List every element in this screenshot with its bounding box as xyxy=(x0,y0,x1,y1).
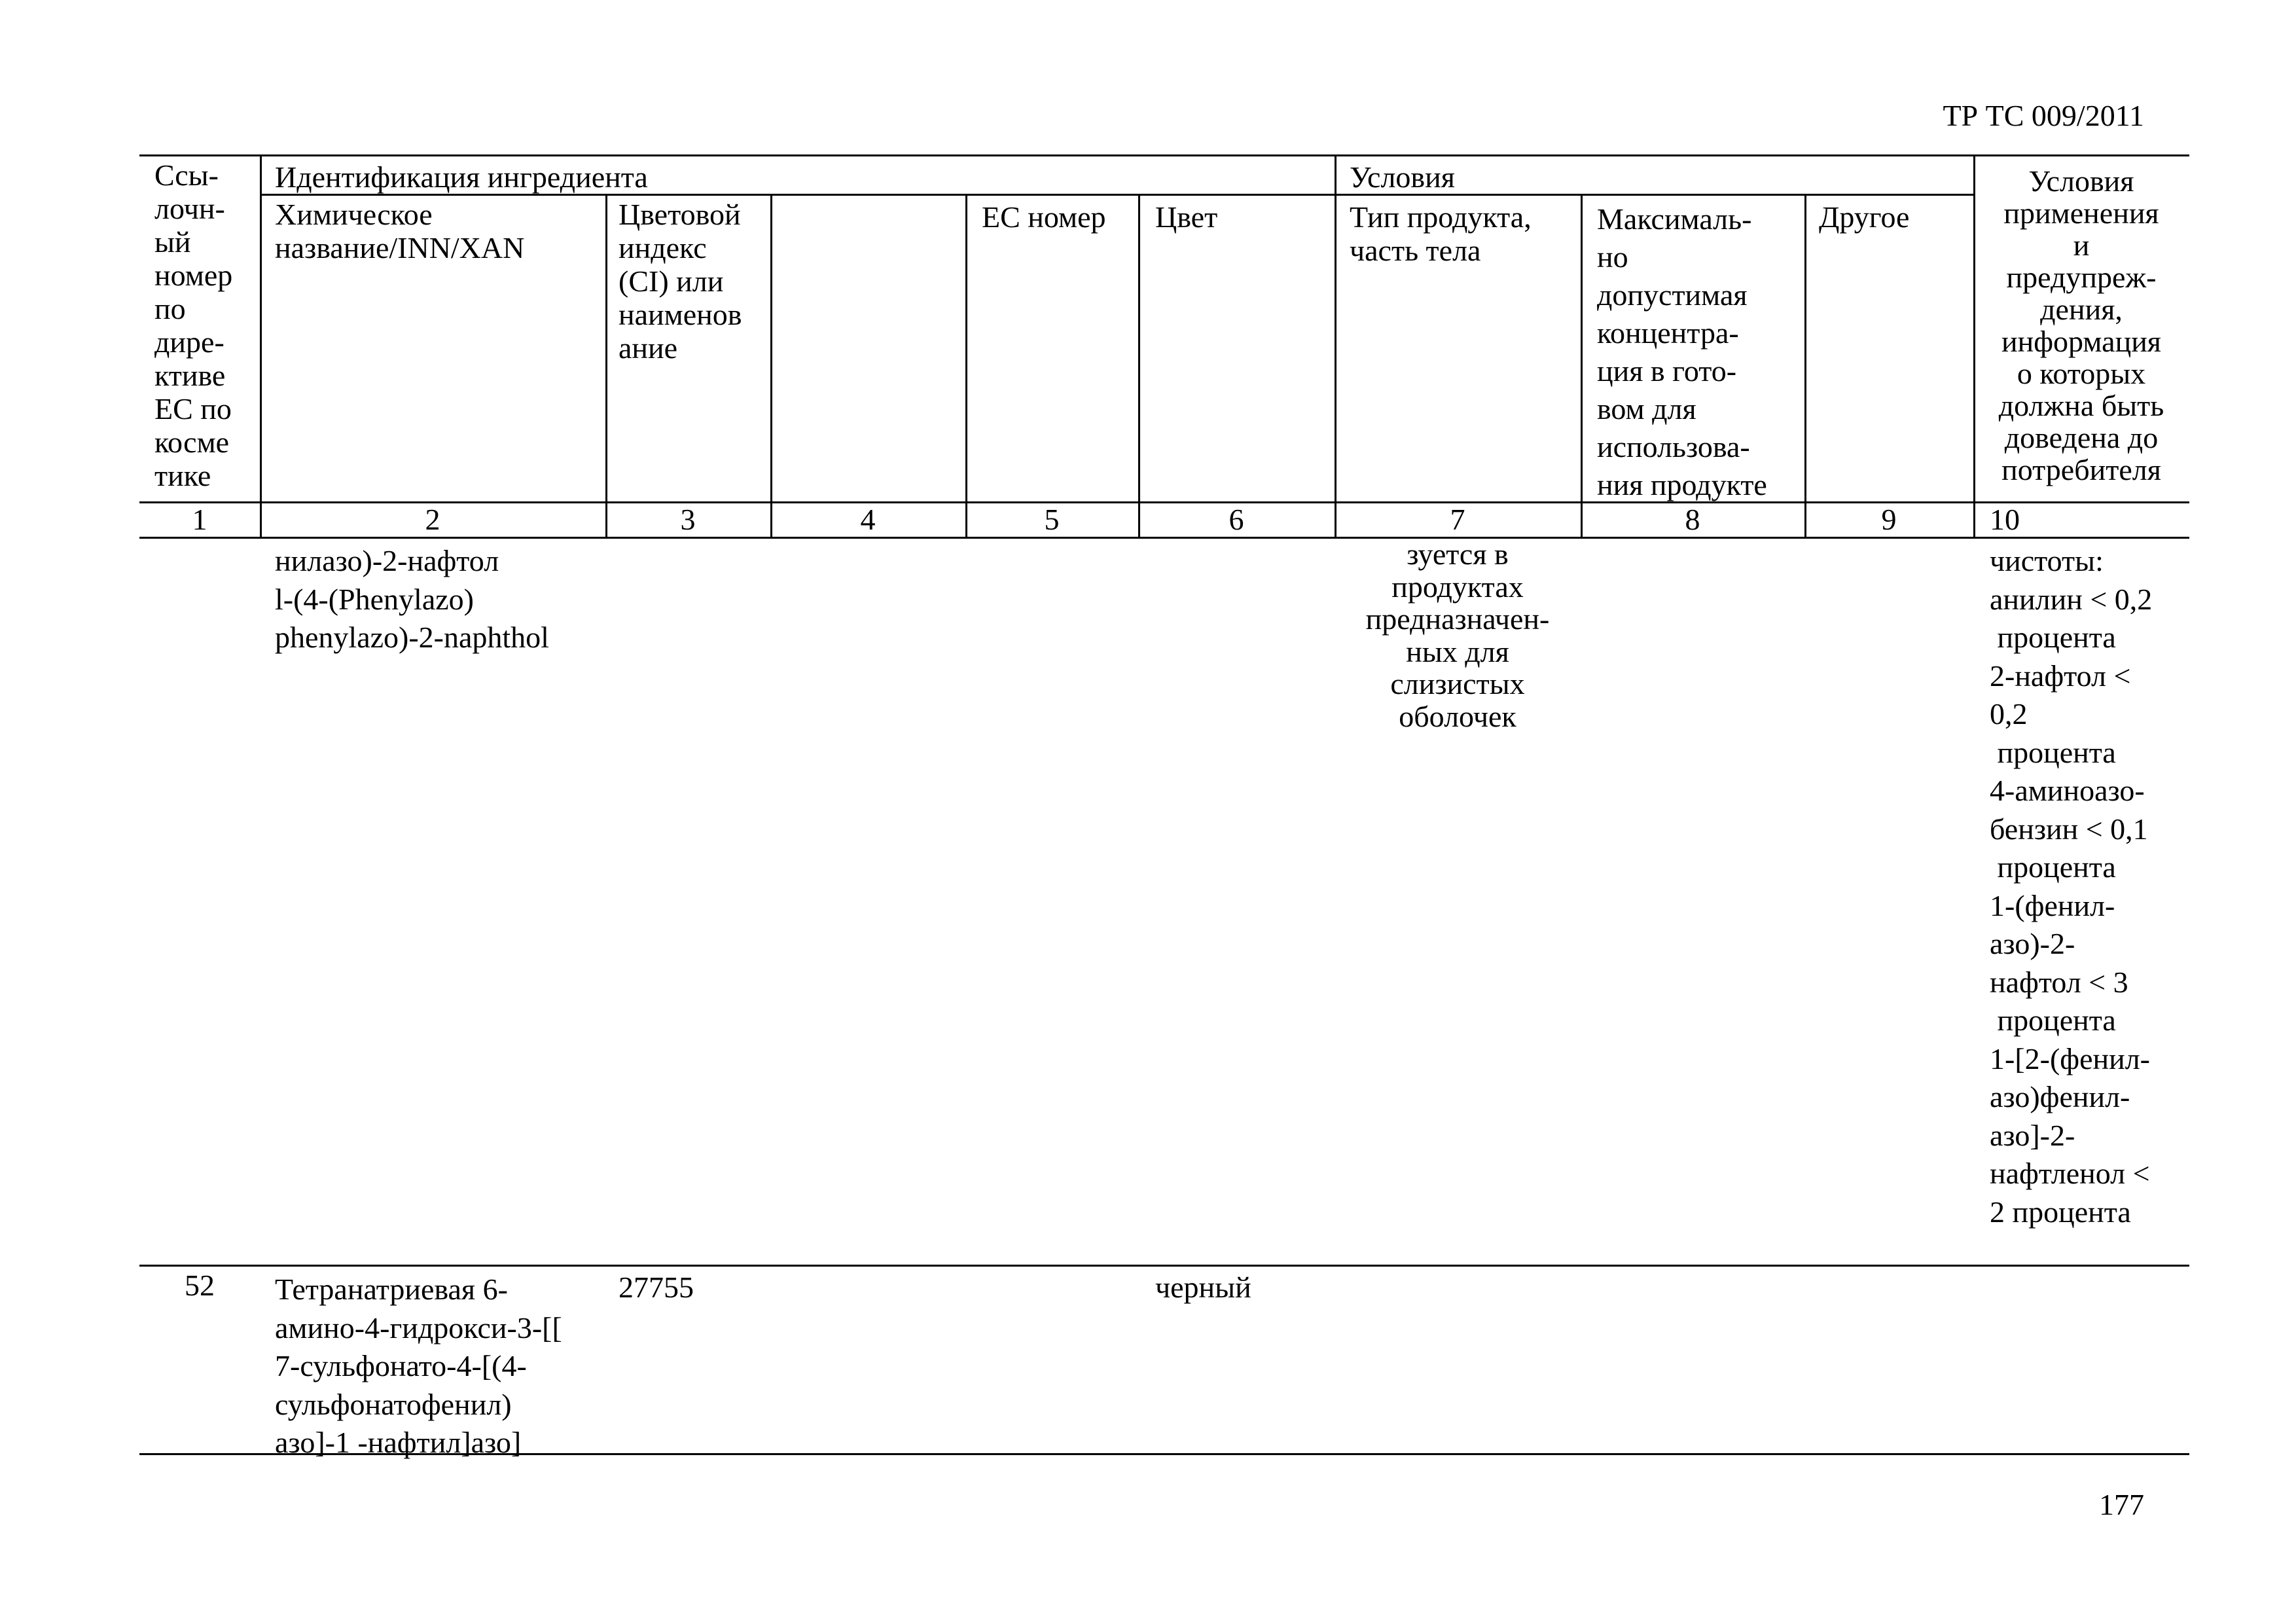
column-numbers-bottom-border xyxy=(139,537,2189,539)
column-divider-1 xyxy=(260,154,262,537)
column-divider-5 xyxy=(1138,194,1140,537)
row2-color-index: 27755 xyxy=(619,1271,694,1304)
column-divider-3 xyxy=(770,194,772,537)
header-color-index: Цветовой индекс (CI) или наименов ание xyxy=(619,198,742,365)
column-number-2: 2 xyxy=(425,503,440,536)
column-number-3: 3 xyxy=(680,503,696,536)
row2-chemical-name: Тетранатриевая 6- амино-4-гидрокси-3-[[ 7-сульфонато-4-[(4- сульфонатофенил) азо]-1 -нафтил]азо] xyxy=(275,1272,562,1459)
row1-chemical-name: нилазо)-2-нафтол l-(4-(Phenylazo) phenylazo)-2-naphthol xyxy=(275,544,549,654)
column-number-9: 9 xyxy=(1881,503,1897,536)
header-use-conditions: Условия применения и предупреж- дения, информация о которых должна быть доведена до потребителя xyxy=(1998,164,2164,486)
header-product-type: Тип продукта, часть тела xyxy=(1350,200,1532,267)
header-group-conditions: Условия xyxy=(1350,160,1455,194)
column-divider-2 xyxy=(605,194,607,537)
header-ref-number: Ссы- лочн- ый номер по дире- ктиве ЕС по косме тике xyxy=(154,158,233,492)
document-code: ТР ТС 009/2011 xyxy=(1943,99,2144,132)
header-chemical-name: Химическое название/INN/XAN xyxy=(275,198,525,264)
column-divider-6 xyxy=(1335,154,1336,537)
header-max-concentration: Максималь- но допустимая концентра- ция в гото- вом для использова- ния продукте xyxy=(1597,202,1767,501)
column-divider-8 xyxy=(1804,194,1806,537)
column-divider-7 xyxy=(1581,194,1583,537)
column-number-5: 5 xyxy=(1044,503,1060,536)
row2-color: черный xyxy=(1155,1271,1251,1304)
row1-product-type: зуется в продуктах предназначен- ных для слизистых оболочек xyxy=(1365,537,1550,733)
column-divider-4 xyxy=(965,194,967,537)
table-top-border xyxy=(139,154,2189,156)
column-number-7: 7 xyxy=(1450,503,1465,536)
header-group-identification: Идентификация ингредиента xyxy=(275,160,648,194)
header-color: Цвет xyxy=(1155,200,1218,234)
row1-use-conditions: чистоты: анилин < 0,2 процента 2-нафтол < 0,2 процента 4-аминоазо- бензин < 0,1 процента 1-(фенил- азо)-2- нафтол < 3 процента 1-[2-(фенил- азо)фенил- азо]-2- нафтленол < 2 процента xyxy=(1990,544,2153,1229)
column-number-6: 6 xyxy=(1229,503,1244,536)
header-ec-number: ЕС номер xyxy=(982,200,1106,234)
column-number-8: 8 xyxy=(1685,503,1700,536)
header-group-divider xyxy=(260,194,1973,196)
column-number-1: 1 xyxy=(192,503,207,536)
page-number: 177 xyxy=(2099,1488,2144,1521)
column-number-10: 10 xyxy=(1990,503,2020,536)
column-number-4: 4 xyxy=(860,503,876,536)
header-other: Другое xyxy=(1819,200,1910,234)
row-divider xyxy=(139,1265,2189,1267)
row2-ref-number: 52 xyxy=(185,1269,215,1302)
